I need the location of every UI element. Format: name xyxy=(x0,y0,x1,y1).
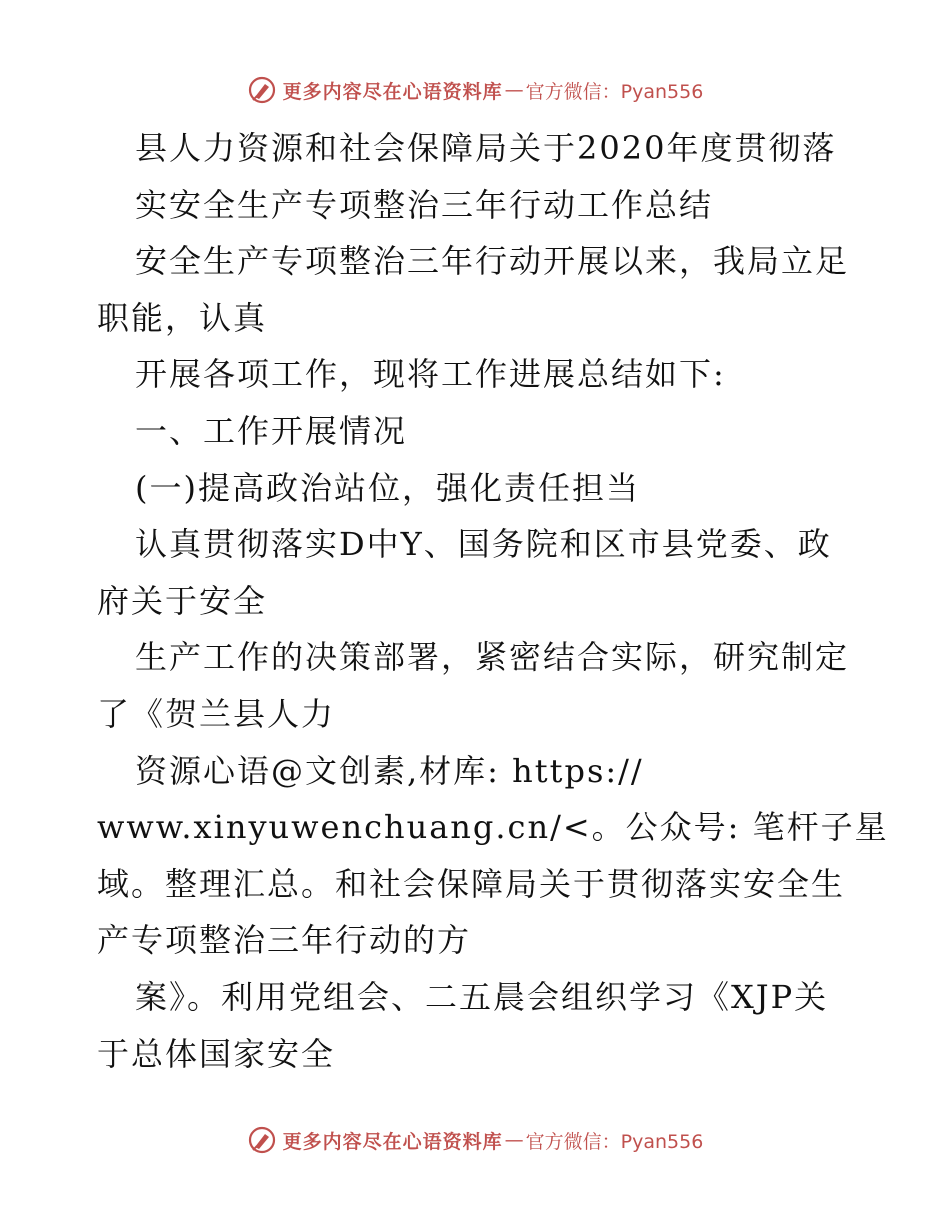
paragraph-line: 案》。利用党组会、二五晨会组织学习《XJP关 xyxy=(135,977,829,1016)
paragraph-line: 于总体国家安全 xyxy=(97,1034,336,1073)
document-title-line-1: 县人力资源和社会保障局关于2020年度贯彻落 xyxy=(135,129,837,167)
paragraph-line: 府关于安全 xyxy=(97,581,268,620)
banner-separator: — xyxy=(504,79,524,101)
banner-wechat: 官方微信：Pyan556 xyxy=(525,1130,704,1153)
pen-nib-icon xyxy=(247,75,277,105)
paragraph-line: www.xinyuwenchuang.cn/<。公众号: 笔杆子星 xyxy=(97,808,889,847)
footer-banner xyxy=(0,1120,950,1160)
banner-wechat: 官方微信：Pyan556 xyxy=(525,80,704,103)
section-heading: 一、工作开展情况 xyxy=(135,411,408,450)
paragraph-line: 产专项整治三年行动的方 xyxy=(97,921,472,960)
paragraph-line: 职能，认真 xyxy=(97,298,268,337)
banner-text: 更多内容尽在心语资料库 xyxy=(282,80,503,103)
subsection-heading: (一)提高政治站位，强化责任担当 xyxy=(135,468,640,507)
document-body xyxy=(97,120,889,1082)
banner-separator: — xyxy=(504,1129,524,1151)
pen-nib-icon xyxy=(247,1125,277,1155)
document-title-line-2: 实安全生产专项整治三年行动工作总结 xyxy=(135,185,714,224)
paragraph-line: 域。整理汇总。和社会保障局关于贯彻落实安全生 xyxy=(97,864,846,903)
header-banner xyxy=(0,70,950,110)
banner-text: 更多内容尽在心语资料库 xyxy=(282,1130,503,1153)
paragraph-line: 资源心语@文创素,材库: https:// xyxy=(135,751,644,790)
paragraph-line: 了《贺兰县人力 xyxy=(97,694,336,733)
paragraph-line: 开展各项工作，现将工作进展总结如下: xyxy=(135,355,726,394)
paragraph-line: 认真贯彻落实D中Y、国务院和区市县党委、政 xyxy=(135,525,832,564)
paragraph-line: 安全生产专项整治三年行动开展以来，我局立足 xyxy=(135,242,850,281)
paragraph-line: 生产工作的决策部署，紧密结合实际，研究制定 xyxy=(135,638,850,677)
